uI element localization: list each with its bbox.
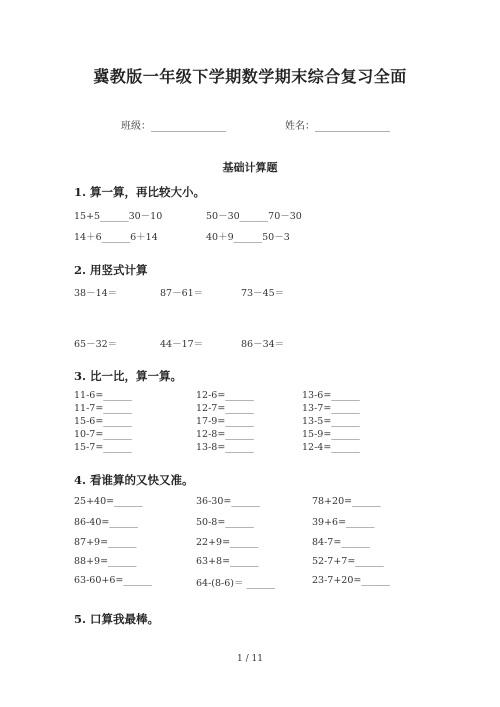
section-5-heading: 5. 口算我最棒。	[74, 612, 160, 626]
problem-3-2-2: 12-7=______	[196, 403, 254, 414]
class-underline: _______________	[151, 121, 226, 132]
problem-2-1-1: 38－14＝	[74, 288, 118, 299]
problem-2-2-2: 44－17＝	[160, 339, 204, 350]
section-1-heading: 1. 算一算，再比较大小。	[74, 185, 206, 199]
section-2-heading: 2. 用竖式计算	[74, 263, 148, 277]
section-3-heading: 3. 比一比，算一算。	[74, 369, 183, 383]
problem-3-5-2: 13-8=______	[196, 442, 254, 453]
problem-1-2-1: 14＋6______6＋14	[74, 232, 158, 243]
problem-3-5-3: 12-4=______	[302, 442, 360, 453]
name-label: 姓名：	[285, 121, 315, 132]
problem-3-4-2: 12-8=______	[196, 429, 254, 440]
problem-3-4-1: 10-7=______	[74, 429, 132, 440]
section-subtitle: 基础计算题	[222, 161, 278, 174]
class-field[interactable]	[121, 117, 226, 132]
problem-3-3-1: 15-6=______	[74, 416, 132, 427]
problem-2-1-2: 87－61＝	[160, 288, 204, 299]
page-title: 冀教版一年级下学期数学期末综合复习全面	[93, 67, 407, 86]
problem-2-2-3: 86－34＝	[241, 339, 285, 350]
problem-4-5-3: 23-7+20=______	[312, 575, 390, 586]
problem-2-2-1: 65－32＝	[74, 339, 118, 350]
problem-3-1-3: 13-6=______	[302, 390, 360, 401]
problem-4-2-1: 86-40=______	[74, 517, 138, 528]
problem-3-4-3: 15-9=______	[302, 429, 360, 440]
problem-4-3-3: 84-7=______	[312, 537, 370, 548]
problem-4-4-2: 63+8=______	[196, 556, 259, 567]
problem-3-3-2: 17-9=______	[196, 416, 254, 427]
problem-4-2-3: 39+6=______	[312, 517, 375, 528]
problem-4-3-2: 22+9=______	[196, 537, 259, 548]
name-field[interactable]	[285, 117, 390, 132]
problem-1-2-2: 40＋9______50－3	[206, 232, 290, 243]
problem-4-1-2: 36-30=______	[196, 496, 260, 507]
page-number: 1 / 11	[237, 654, 263, 664]
problem-3-1-2: 12-6=______	[196, 390, 254, 401]
problem-3-5-1: 15-7=______	[74, 442, 132, 453]
problem-4-3-1: 87+9=______	[74, 537, 137, 548]
problem-4-2-2: 50-8=______	[196, 517, 254, 528]
problem-3-1-1: 11-6=______	[74, 390, 132, 401]
name-underline: _______________	[315, 121, 390, 132]
problem-4-1-1: 25+40=______	[74, 496, 143, 507]
problem-3-2-1: 11-7=______	[74, 403, 132, 414]
problem-3-3-3: 13-5=______	[302, 416, 360, 427]
problem-2-1-3: 73－45＝	[241, 288, 285, 299]
problem-4-4-3: 52-7+7=______	[312, 556, 384, 567]
problem-1-1-2: 50－30______70－30	[206, 211, 302, 222]
class-label: 班级：	[121, 121, 151, 132]
problem-1-1-1: 15+5______30－10	[74, 211, 163, 222]
problem-4-4-1: 88+9=______	[74, 556, 137, 567]
problem-4-5-2: 64-(8-6)＝ ______	[196, 578, 276, 589]
problem-3-2-3: 13-7=______	[302, 403, 360, 414]
problem-4-1-3: 78+20=______	[312, 496, 381, 507]
problem-4-5-1: 63-60+6=______	[74, 575, 152, 586]
section-4-heading: 4. 看谁算的又快又准。	[74, 473, 194, 487]
